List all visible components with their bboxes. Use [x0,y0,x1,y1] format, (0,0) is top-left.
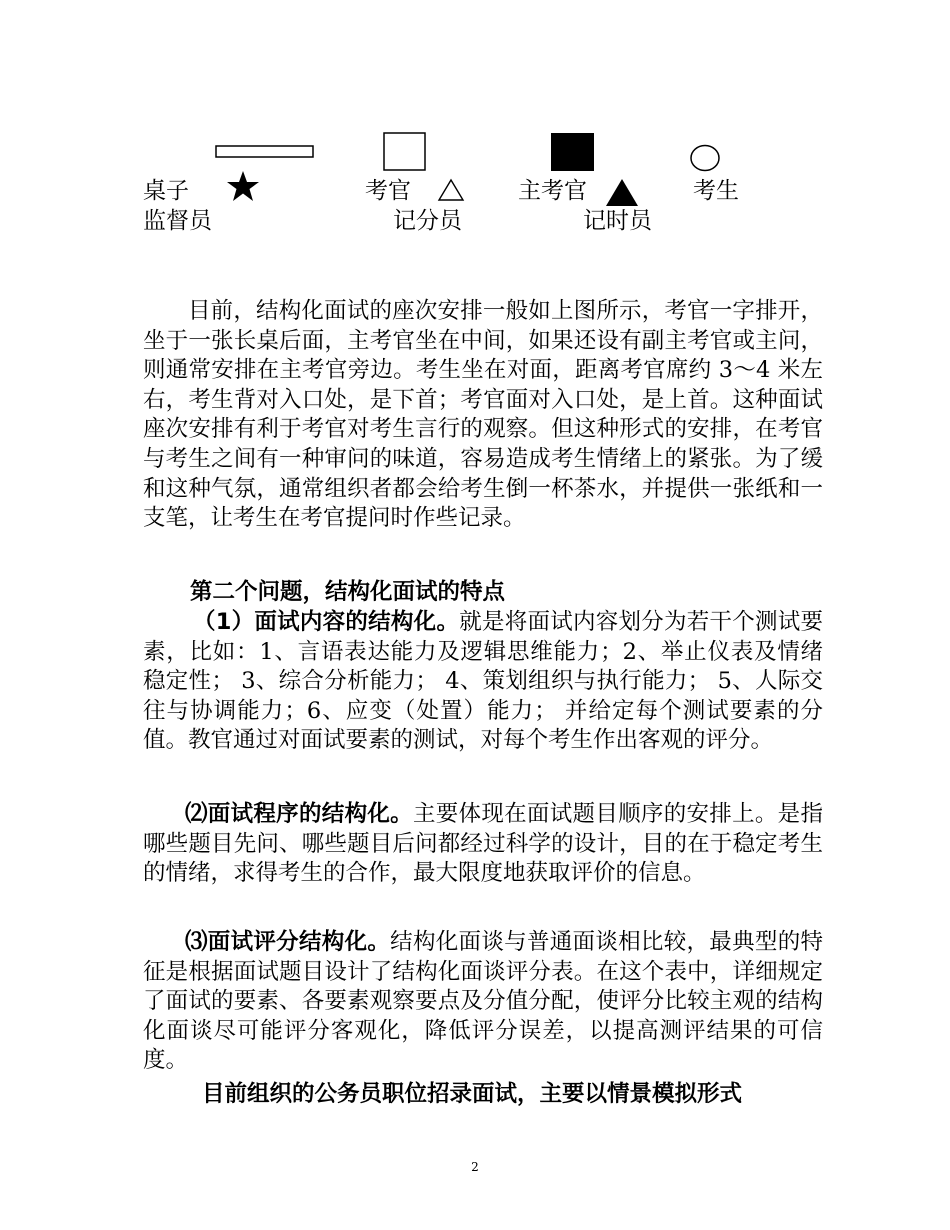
examiner-symbol [382,132,428,172]
item-3-paragraph [143,928,823,1076]
item-1-text: 就是将面试内容划分为若干个测试要素，比如：1、言语表达能力及逻辑思维能力；2、举止仪表及情绪稳定性； 3、综合分析能力； 4、策划组织与执行能力； 5、人际交往与协调能力；6、应变（处置）能力； 并给定每个测试要素的分值。教官通过对面试要素的测试，对每个考生作出客观的评分。 [143,609,823,754]
legend-timekeeper-label: 记时员 [583,208,652,234]
legend-chief-examiner-label: 主考官 [518,178,587,204]
closing-line: 目前组织的公务员职位招录面试，主要以情景模拟形式 [202,1081,743,1107]
item-2-title: ⑵面试程序的结构化。 [185,801,413,827]
chief-examiner-symbol [550,132,596,172]
item-1-title: （1）面试内容的结构化。 [193,609,460,635]
legend-scorer-label: 记分员 [393,208,462,234]
page-number: 2 [471,1160,479,1174]
item-2-text: 主要体现在面试题目顺序的安排上。是指哪些题目先问、哪些题目后问都经过科学的设计，目的在于稳定考生的情绪，求得考生的合作，最大限度地获取评价的信息。 [143,801,823,887]
intro-paragraph [143,297,823,534]
legend-examiner-label: 考官 [365,178,411,204]
legend-candidate-label: 考生 [693,178,739,204]
legend-desk-label: 桌子 [143,178,189,204]
item-3-text: 结构化面谈与普通面谈相比较，最典型的特征是根据面试题目设计了结构化面谈评分表。在这个表中，详细规定了面试的要素、各要素观察要点及分值分配，使评分比较主观的结构化面谈尽可能评分客观化，降低评分误差，以提高测评结果的可信度。 [143,929,823,1074]
timekeeper-triangle-icon [605,178,639,208]
section-heading: 第二个问题，结构化面试的特点 [190,579,506,605]
desk-symbol [215,144,315,160]
intro-text: 目前，结构化面试的座次安排一般如上图所示，考官一字排开，坐于一张长桌后面，主考官坐在中间，如果还设有副主考官或主问，则通常安排在主考官旁边。考生坐在对面，距离考官席约 3～4 米左右，考生背对入口处，是下首；考官面对入口处，是上首。这种面试座次安排有利于考官对考生言行的观察。但这种形式的安排，在考官与考生之间有一种审问的味道，容易造成考生情绪上的紧张。为了缓和这种气氛，通常组织者都会给考生倒一杯茶水，并提供一张纸和一支笔，让考生在考官提问时作些记录。 [143,298,823,532]
candidate-symbol [689,144,723,174]
supervisor-star-icon [226,170,260,202]
item-2-paragraph [143,800,823,889]
item-3-title: ⑶面试评分结构化。 [185,929,391,955]
item-1-paragraph [143,608,823,756]
legend-supervisor-label: 监督员 [143,208,212,234]
scorer-triangle-icon [437,178,465,202]
